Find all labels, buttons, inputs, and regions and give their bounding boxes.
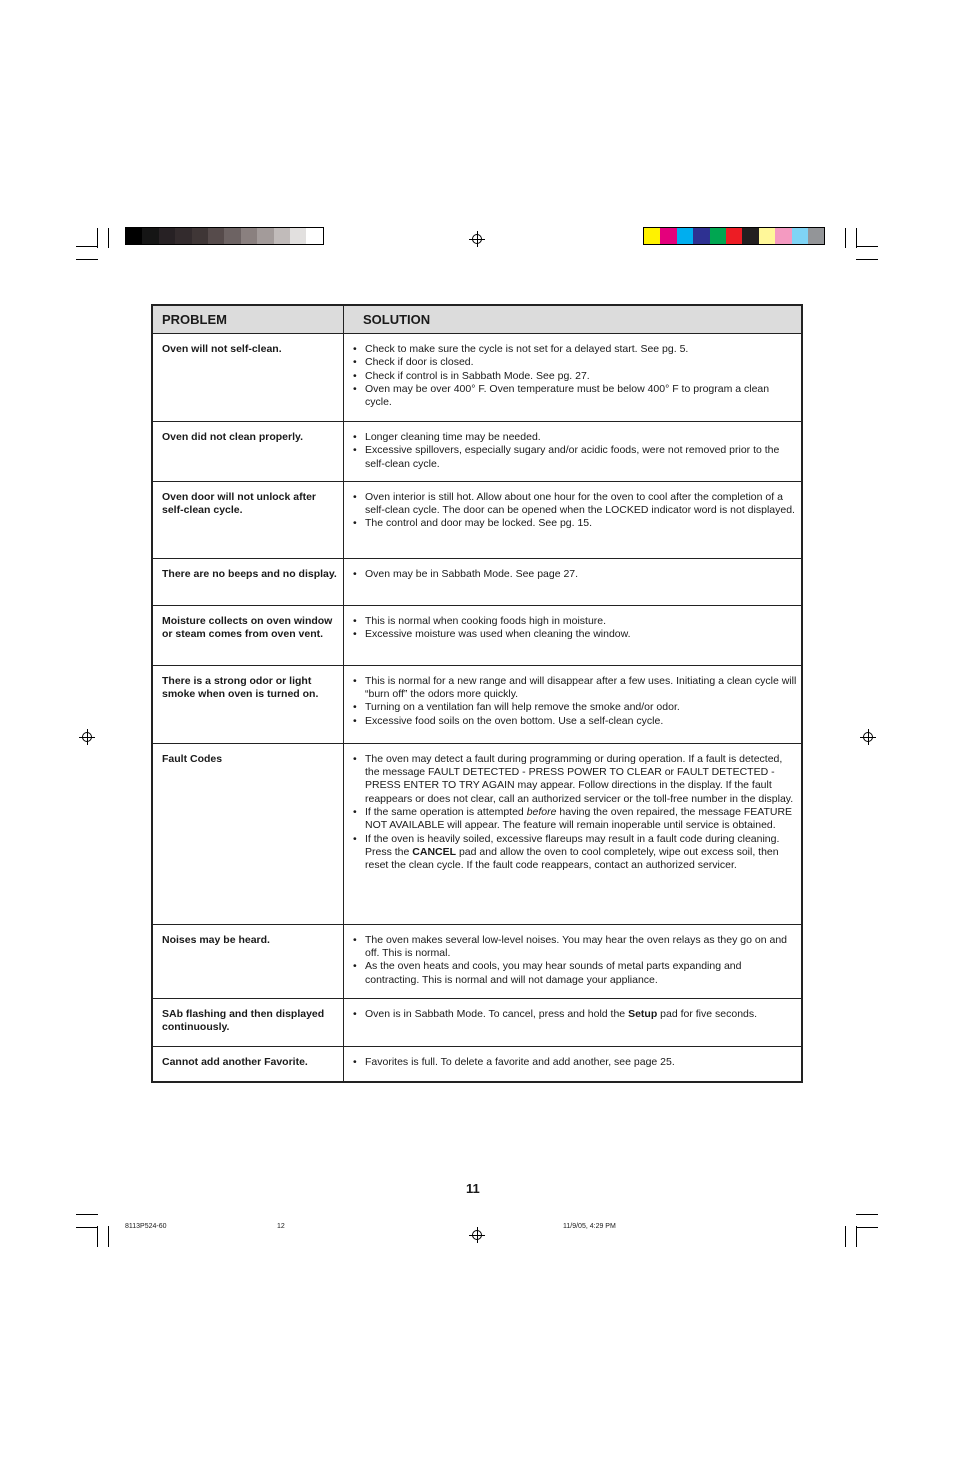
solution-cell (344, 334, 803, 422)
bullet-icon: • (353, 806, 357, 819)
bullet-icon: • (353, 382, 357, 395)
solution-cell (344, 743, 803, 924)
table-row (152, 1046, 802, 1082)
bullet-icon: • (353, 356, 357, 369)
problem-cell: There are no beeps and no display. (152, 558, 344, 605)
list-item (353, 615, 798, 628)
solution-cell (344, 422, 803, 482)
solution-cell (344, 665, 803, 743)
problem-cell: There is a strong odor or light smoke when oven is turned on. (152, 665, 344, 743)
list-item (353, 356, 798, 369)
table-body (152, 334, 802, 1083)
problem-cell: SAb flashing and then displayed continuously. (152, 998, 344, 1046)
list-item (353, 934, 798, 961)
table-row (152, 605, 802, 665)
solution-list (353, 934, 798, 987)
solution-list (353, 1008, 798, 1021)
bullet-icon: • (353, 832, 357, 845)
solution-text: Excessive food soils on the oven bottom. Use a self-clean cycle. (365, 714, 664, 727)
crop-mark (76, 246, 98, 247)
list-item (353, 715, 798, 728)
crop-mark (97, 228, 98, 248)
solution-text: Oven interior is still hot. Allow about one hour for the oven to cool after the completion of a self-clean cycle. The door can be opened when the LOCKED indicator word is not displayed. (365, 490, 795, 517)
solution-list (353, 431, 798, 471)
bullet-icon: • (353, 517, 357, 530)
color-swatch (208, 228, 224, 244)
list-item (353, 1008, 798, 1021)
crop-mark (845, 1226, 846, 1247)
solution-text: Check to make sure the cycle is not set for a delayed start. See pg. 5. (365, 343, 689, 355)
registration-mark-icon (79, 729, 95, 745)
color-swatch (274, 228, 290, 244)
crop-mark (856, 228, 857, 248)
crop-mark (856, 259, 878, 260)
color-swatch (175, 228, 191, 244)
solution-text: This is normal when cooking foods high in moisture. (365, 614, 607, 627)
bullet-icon: • (353, 343, 357, 355)
solution-text: The oven may detect a fault during programming or during operation. If a fault is detected, the message FAULT DETECTED - PRESS POWER TO CLEAR or FAULT DETECTED - PRESS ENTER TO TRY AGAIN may appear. Follow directions in the display. If the fault reappears or does not clear, call an authorized servicer or the toll-free number in the display. (365, 752, 794, 805)
solution-text: This is normal for a new range and will disappear after a few uses. Initiating a clean cycle will “burn off” the odors more quickly. (365, 674, 797, 701)
bullet-icon: • (353, 490, 357, 503)
table-row (152, 422, 802, 482)
solution-text: Favorites is full. To delete a favorite and add another, see page 25. (365, 1055, 675, 1068)
bullet-icon: • (353, 369, 357, 382)
bullet-icon: • (353, 933, 357, 946)
list-item (353, 431, 798, 444)
color-swatch (142, 228, 158, 244)
solution-text: Turning on a ventilation fan will help remove the smoke and/or odor. (365, 701, 680, 714)
list-item (353, 628, 798, 641)
solution-list (353, 343, 798, 409)
color-swatch (224, 228, 240, 244)
color-bar (643, 227, 825, 245)
color-swatch (693, 228, 709, 244)
color-swatch (742, 228, 758, 244)
bullet-icon: • (353, 614, 357, 627)
bullet-icon: • (353, 567, 357, 580)
bullet-icon: • (353, 714, 357, 727)
list-item (353, 960, 798, 987)
bullet-icon: • (353, 960, 357, 973)
grayscale-bar (125, 227, 324, 245)
solution-text: The oven makes several low-level noises. You may hear the oven relays as they go on and off. This is normal. (365, 933, 787, 960)
footer-timestamp: 11/9/05, 4:29 PM (563, 1223, 616, 1230)
color-swatch (660, 228, 676, 244)
list-item (353, 517, 798, 530)
crop-mark (76, 1227, 98, 1228)
color-swatch (306, 228, 322, 244)
list-item (353, 1056, 798, 1069)
list-item (353, 806, 798, 833)
table-row (152, 334, 802, 422)
color-swatch (290, 228, 306, 244)
color-swatch (775, 228, 791, 244)
problem-cell: Oven will not self-clean. (152, 334, 344, 422)
solution-cell (344, 558, 803, 605)
footer-page: 12 (277, 1223, 285, 1230)
list-item (353, 701, 798, 714)
table-header-row (152, 305, 802, 334)
footer-job-code: 8113P524-60 (125, 1223, 167, 1230)
list-item (353, 753, 798, 806)
color-swatch (192, 228, 208, 244)
bullet-icon: • (353, 444, 357, 457)
solution-cell (344, 1046, 803, 1082)
solution-list (353, 753, 798, 873)
list-item (353, 370, 798, 383)
troubleshooting-table (151, 304, 803, 1083)
problem-cell: Noises may be heard. (152, 924, 344, 998)
solution-text: Check if door is closed. (365, 356, 474, 369)
problem-cell: Fault Codes (152, 743, 344, 924)
solution-cell (344, 998, 803, 1046)
color-swatch (644, 228, 660, 244)
solution-text: As the oven heats and cools, you may hear sounds of metal parts expanding and contracting. This is normal and will not damage your appliance. (365, 960, 742, 986)
list-item (353, 383, 798, 410)
color-swatch (726, 228, 742, 244)
registration-mark-icon (469, 1227, 485, 1243)
list-item (353, 675, 798, 702)
color-swatch (159, 228, 175, 244)
bullet-icon: • (353, 674, 357, 687)
bullet-icon: • (353, 628, 357, 641)
crop-mark (856, 1226, 857, 1247)
solution-list (353, 675, 798, 728)
solution-text: Check if control is in Sabbath Mode. See pg. 27. (365, 369, 590, 382)
crop-mark (856, 246, 878, 247)
color-swatch (792, 228, 808, 244)
crop-mark (108, 228, 109, 248)
list-item (353, 568, 798, 581)
solution-text: The control and door may be locked. See pg. 15. (365, 517, 593, 530)
bullet-icon: • (353, 701, 357, 714)
color-swatch (808, 228, 824, 244)
bullet-icon: • (353, 1055, 357, 1068)
solution-text: If the same operation is attempted before having the oven repaired, the message FEATURE NOT AVAILABLE will appear. The feature will remain inoperable until service is obtained. (365, 806, 793, 832)
crop-mark (856, 1227, 878, 1228)
color-swatch (710, 228, 726, 244)
solution-cell (344, 481, 803, 558)
color-swatch (677, 228, 693, 244)
crop-mark (108, 1226, 109, 1247)
solution-text: Oven may be over 400° F. Oven temperature must be below 400° F to program a clean cycle. (365, 382, 770, 409)
list-item (353, 444, 798, 471)
solution-list (353, 615, 798, 642)
color-swatch (241, 228, 257, 244)
table-row (152, 665, 802, 743)
table-row (152, 558, 802, 605)
bullet-icon: • (353, 1007, 357, 1020)
problem-cell: Cannot add another Favorite. (152, 1046, 344, 1082)
solution-list (353, 1056, 798, 1069)
solution-cell (344, 924, 803, 998)
problem-cell: Moisture collects on oven window or steam comes from oven vent. (152, 605, 344, 665)
table-row (152, 998, 802, 1046)
solution-text: Oven is in Sabbath Mode. To cancel, press and hold the Setup pad for five seconds. (365, 1007, 758, 1020)
solution-text: Oven may be in Sabbath Mode. See page 27. (365, 567, 579, 580)
color-swatch (759, 228, 775, 244)
page-number: 11 (466, 1181, 480, 1196)
problem-cell: Oven door will not unlock after self-clean cycle. (152, 481, 344, 558)
solution-list (353, 568, 798, 581)
list-item (353, 491, 798, 518)
solution-text: If the oven is heavily soiled, excessive flareups may result in a fault code during cleaning. Press the CANCEL pad and allow the oven to cool completely, wipe out excess soil, then reset the clean cycle. If the fault code reappears, contact an authorized servicer. (365, 832, 780, 872)
table-row (152, 743, 802, 924)
crop-mark (76, 259, 98, 260)
solution-header: SOLUTION (344, 305, 803, 334)
solution-text: Longer cleaning time may be needed. (365, 431, 541, 443)
table-row (152, 924, 802, 998)
solution-text: Excessive moisture was used when cleaning the window. (365, 628, 631, 641)
list-item (353, 343, 798, 356)
problem-cell: Oven did not clean properly. (152, 422, 344, 482)
crop-mark (845, 228, 846, 248)
solution-text: Excessive spillovers, especially sugary and/or acidic foods, were not removed prior to the self-clean cycle. (365, 444, 780, 470)
table-row (152, 481, 802, 558)
problem-header: PROBLEM (152, 305, 344, 334)
bullet-icon: • (353, 431, 357, 443)
crop-mark (856, 1214, 878, 1215)
list-item (353, 833, 798, 873)
registration-mark-icon (469, 231, 485, 247)
solution-cell (344, 605, 803, 665)
registration-mark-icon (860, 729, 876, 745)
color-swatch (257, 228, 273, 244)
crop-mark (76, 1214, 98, 1215)
bullet-icon: • (353, 752, 357, 765)
solution-list (353, 491, 798, 531)
color-swatch (126, 228, 142, 244)
crop-mark (97, 1226, 98, 1247)
